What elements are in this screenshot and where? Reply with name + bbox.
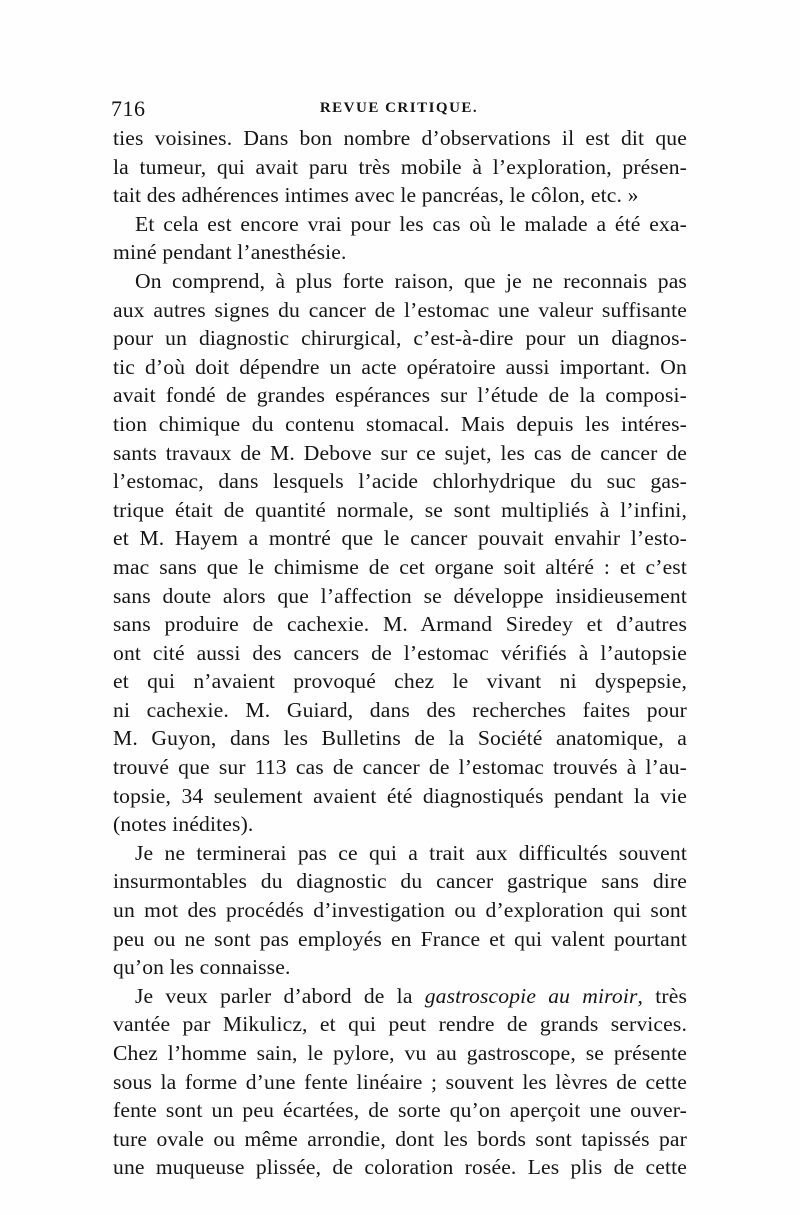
text-line: vantée par Mikulicz, et qui peut rendre de grands services. xyxy=(113,1012,687,1037)
text-line: tait des adhérences intimes avec le pancréas, le côlon, etc. » xyxy=(113,183,639,208)
text-line: tic d’où doit dépendre un acte opératoire aussi important. On xyxy=(113,354,687,379)
text-line: (notes inédites). xyxy=(113,812,254,837)
text-line: ni cachexie. M. Guiard, dans des recherches faites pour xyxy=(113,697,687,722)
text-line: pour un diagnostic chirurgical, c’est-à-dire pour un diagnos- xyxy=(113,326,687,351)
text-line: sans doute alors que l’affection se développe insidieusement xyxy=(113,583,687,608)
text-line: une muqueuse plissée, de coloration rosée. Les plis de cette xyxy=(113,1155,687,1180)
text-line: sants travaux de M. Debove sur ce sujet, les cas de cancer de xyxy=(113,440,687,465)
text-line: et qui n’avaient provoqué chez le vivant ni dyspepsie, xyxy=(113,669,687,694)
text-line: un mot des procédés d’investigation ou d’exploration qui sont xyxy=(113,898,687,923)
text-line: fente sont un peu écartées, de sorte qu’on aperçoit une ouver- xyxy=(113,1098,687,1123)
text-line: ties voisines. Dans bon nombre d’observations il est dit que xyxy=(113,126,687,150)
text-segment: Je veux parler d’abord de la xyxy=(135,983,413,1008)
text-line: mac sans que le chimisme de cet organe soit altéré : et c’est xyxy=(113,554,687,579)
text-line: insurmontables du diagnostic du cancer gastrique sans dire xyxy=(113,869,687,894)
text-line: Je ne terminerai pas ce qui a trait aux difficultés souvent xyxy=(135,840,687,865)
page-header xyxy=(111,96,687,126)
text-line: qu’on les connaisse. xyxy=(113,955,291,980)
text-line xyxy=(113,982,687,1011)
text-line: topsie, 34 seulement avaient été diagnostiqués pendant la vie xyxy=(113,783,687,808)
text-line: aux autres signes du cancer de l’estomac une valeur suffisante xyxy=(113,297,687,322)
text-line: tion chimique du contenu stomacal. Mais depuis les intéres- xyxy=(113,411,687,436)
text-line: sous la forme d’une fente linéaire ; souvent les lèvres de cette xyxy=(113,1069,687,1094)
text-line: Et cela est encore vrai pour les cas où le malade a été exa- xyxy=(135,211,687,236)
text-line: trique était de quantité normale, se sont multipliés à l’infini, xyxy=(113,497,687,522)
text-line: On comprend, à plus forte raison, que je ne reconnais pas xyxy=(135,268,687,293)
text-line: peu ou ne sont pas employés en France et qui valent pourtant xyxy=(113,926,687,951)
text-line: sans produire de cachexie. M. Armand Siredey et d’autres xyxy=(113,612,687,637)
page-number: 716 xyxy=(111,96,146,121)
text-line: ont cité aussi des cancers de l’estomac vérifiés à l’autopsie xyxy=(113,640,687,665)
running-head: REVUE CRITIQUE. xyxy=(319,100,479,116)
text-line: avait fondé de grandes espérances sur l’étude de la composi- xyxy=(113,383,687,408)
text-line: ture ovale ou même arrondie, dont les bords sont tapissés par xyxy=(113,1126,687,1151)
body-text xyxy=(113,124,687,1182)
text-line: trouvé que sur 113 cas de cancer de l’estomac trouvés à l’au- xyxy=(113,755,687,780)
italic-term: gastroscopie au miroir xyxy=(424,983,638,1008)
text-line: la tumeur, qui avait paru très mobile à l’exploration, présen- xyxy=(113,154,687,179)
text-line: et M. Hayem a montré que le cancer pouvait envahir l’esto- xyxy=(113,526,687,551)
text-segment: , très xyxy=(637,983,687,1008)
text-line: miné pendant l’anesthésie. xyxy=(113,240,347,265)
text-line: Chez l’homme sain, le pylore, vu au gastroscope, se présente xyxy=(113,1041,687,1065)
text-line: l’estomac, dans lesquels l’acide chlorhydrique du suc gas- xyxy=(113,469,687,494)
text-line: M. Guyon, dans les Bulletins de la Société anatomique, a xyxy=(113,726,687,751)
